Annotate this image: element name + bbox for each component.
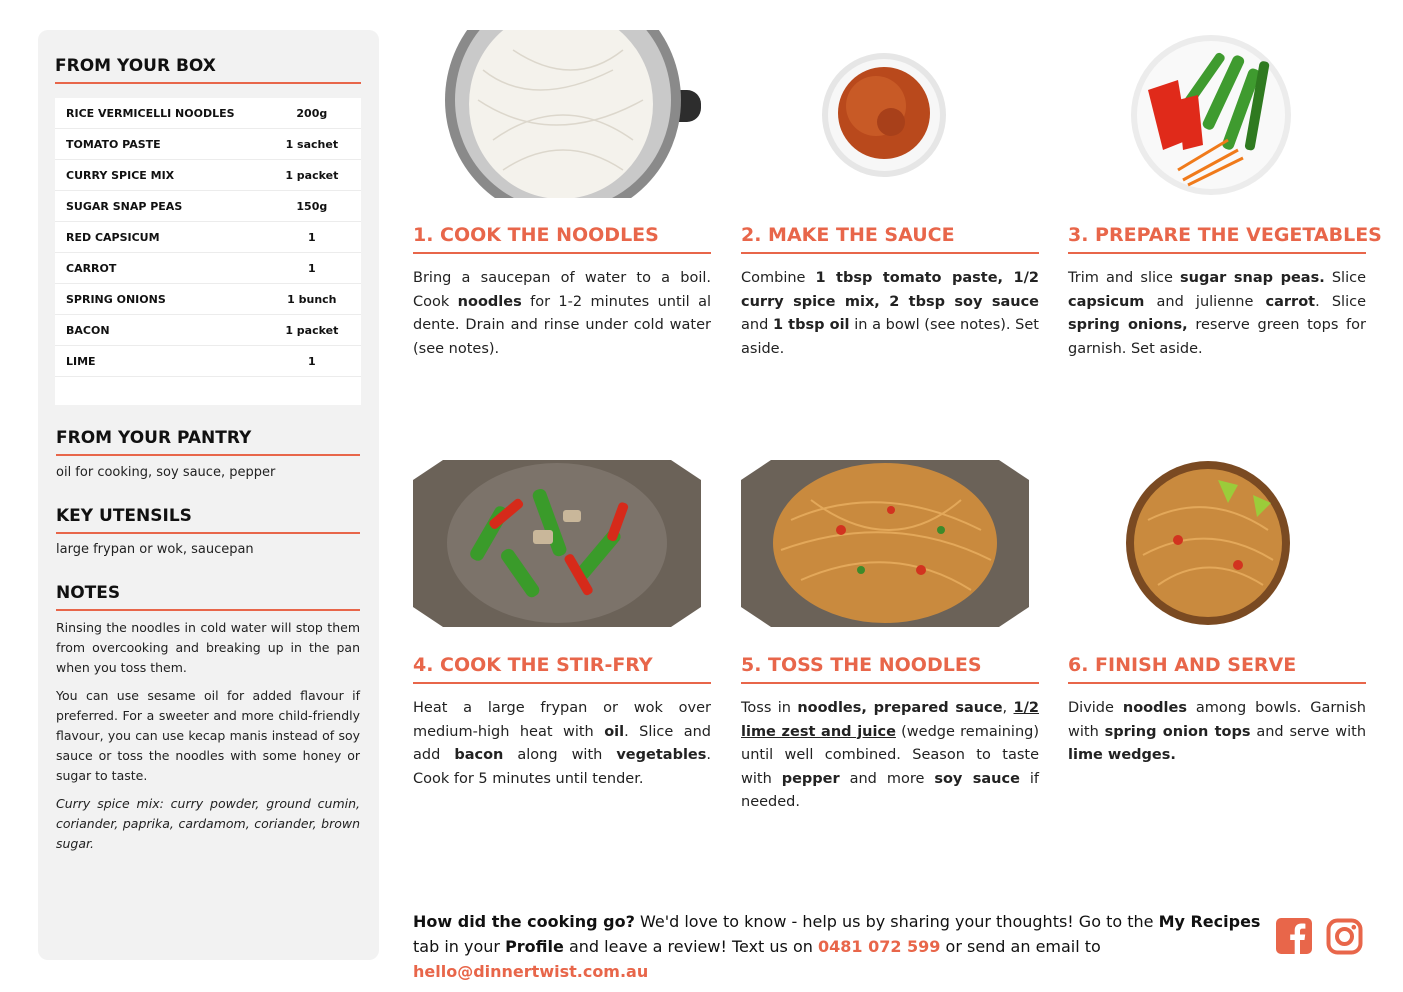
ingredient-qty: 1 packet xyxy=(285,168,339,182)
ingredient-name: SPRING ONIONS xyxy=(66,292,166,306)
step-text-run: for 1-2 minutes until al dente. Drain and rinse under cold water (see notes). xyxy=(413,293,711,357)
ingredient-name: TOMATO PASTE xyxy=(66,137,161,151)
step-emphasis: sugar snap peas. xyxy=(1180,270,1325,286)
ingredient-row xyxy=(55,315,361,346)
step-text-run: Heat a large frypan or wok over medium-high heat with xyxy=(413,700,711,740)
step-text-run: if needed. xyxy=(741,770,1039,810)
ingredient-qty: 1 sachet xyxy=(285,137,339,151)
step-2-title: 2. MAKE THE SAUCE xyxy=(741,224,1039,254)
notes-title: NOTES xyxy=(56,583,360,611)
step-1-photo xyxy=(413,30,701,198)
step-text-run: and more xyxy=(839,770,935,787)
footer-text: or send an email to xyxy=(940,937,1101,956)
ingredient-qty: 1 xyxy=(308,230,316,244)
note-paragraph: Rinsing the noodles in cold water will stop them from overcooking and breaking up in the pan when you toss them. xyxy=(56,620,360,675)
utensils-text: large frypan or wok, saucepan xyxy=(56,542,254,557)
step-emphasis: bacon xyxy=(454,747,504,763)
step-text-run: and serve with xyxy=(1250,723,1367,740)
facebook-icon[interactable] xyxy=(1276,918,1312,958)
footer-text: and leave a review! Text us on xyxy=(563,937,818,956)
note-paragraph: You can use sesame oil for added flavour if preferred. For a sweeter and more child-friendly flavour, you can use kecap manis instead of soy sauce or toss the noodles with some honey or sugar to taste. xyxy=(56,688,360,783)
step-text-run: (wedge remaining) until well combined. Season to taste with xyxy=(741,723,1040,787)
step-2-photo xyxy=(741,30,1029,198)
step-emphasis: vegetables xyxy=(616,747,707,763)
step-text-run: among bowls. Garnish with xyxy=(1068,700,1366,740)
ingredient-row xyxy=(55,346,361,377)
step-text-run: Divide xyxy=(1068,700,1123,716)
step-emphasis: noodles, prepared sauce xyxy=(797,700,1003,716)
step-text-run: Toss in xyxy=(741,700,798,716)
email-link[interactable]: hello@dinnertwist.com.au xyxy=(413,962,649,981)
ingredient-name: RICE VERMICELLI NOODLES xyxy=(66,106,235,120)
ingredient-row xyxy=(55,129,361,160)
phone-link[interactable]: 0481 072 599 xyxy=(817,937,941,956)
step-emphasis: 1 tbsp oil xyxy=(772,317,850,333)
step-text-run: Bring a saucepan of water to a boil. Cook xyxy=(413,270,711,310)
step-emphasis: pepper xyxy=(781,770,840,787)
step-3-title: 3. PREPARE THE VEGETABLES xyxy=(1068,224,1366,254)
step-4-photo xyxy=(413,460,701,627)
box-title: FROM YOUR BOX xyxy=(55,56,361,84)
step-text-run: and julienne xyxy=(1144,293,1266,310)
ingredient-row xyxy=(55,98,361,129)
step-emphasis: 1/2 lime zest and juice xyxy=(741,700,1039,740)
step-text-run: in a bowl (see notes). Set aside. xyxy=(741,317,1039,357)
step-5-text xyxy=(741,697,1039,815)
footer-question: How did the cooking go? xyxy=(413,912,635,931)
ingredients-table xyxy=(55,98,361,405)
feedback-footer xyxy=(413,909,1263,984)
footer-profile: Profile xyxy=(505,937,564,956)
ingredient-name: CURRY SPICE MIX xyxy=(66,168,175,182)
footer-text: We'd love to know - help us by sharing your thoughts! Go to the xyxy=(634,912,1159,931)
step-text-run: and xyxy=(741,317,773,333)
note-paragraph: Curry spice mix: curry powder, ground cumin, coriander, paprika, cardamom, coriander, brown sugar. xyxy=(56,796,360,851)
sidebar xyxy=(38,30,379,960)
step-emphasis: soy sauce xyxy=(934,770,1020,787)
ingredient-name: LIME xyxy=(66,354,96,368)
footer-my-recipes: My Recipes xyxy=(1158,912,1261,931)
ingredient-row xyxy=(55,160,361,191)
step-text-run: Combine xyxy=(741,270,816,286)
ingredient-qty: 1 xyxy=(308,261,316,275)
notes-body xyxy=(56,618,360,862)
ingredient-row xyxy=(55,222,361,253)
ingredient-name: CARROT xyxy=(66,261,117,275)
step-text-run: . Cook for 5 minutes until tender. xyxy=(413,747,711,787)
step-emphasis: noodles xyxy=(1122,700,1187,716)
step-4-title: 4. COOK THE STIR-FRY xyxy=(413,654,711,684)
ingredient-qty: 150g xyxy=(296,199,328,213)
step-emphasis: lime wedges. xyxy=(1068,747,1176,763)
step-1-text xyxy=(413,267,711,361)
ingredient-name: SUGAR SNAP PEAS xyxy=(66,199,183,213)
ingredient-qty: 1 xyxy=(308,354,316,368)
step-6-photo xyxy=(1068,460,1366,627)
step-2-text xyxy=(741,267,1039,361)
ingredient-qty: 1 packet xyxy=(285,323,339,337)
step-text-run: . Slice xyxy=(1315,293,1366,310)
ingredient-row xyxy=(55,191,361,222)
pantry-text: oil for cooking, soy sauce, pepper xyxy=(56,465,276,480)
pantry-title: FROM YOUR PANTRY xyxy=(56,428,360,456)
step-5-title: 5. TOSS THE NOODLES xyxy=(741,654,1039,684)
ingredient-name: BACON xyxy=(66,323,110,337)
step-text-run: . Slice and add xyxy=(413,723,711,763)
step-5-photo xyxy=(741,460,1029,627)
step-6-text xyxy=(1068,697,1366,768)
step-emphasis: 1 tbsp tomato paste, 1/2 curry spice mix, 2 tbsp soy sauce xyxy=(741,270,1039,310)
step-emphasis: carrot xyxy=(1265,293,1316,310)
utensils-title: KEY UTENSILS xyxy=(56,506,360,534)
ingredient-qty: 200g xyxy=(296,106,328,120)
step-text-run: Trim and slice xyxy=(1068,270,1181,286)
step-3-text xyxy=(1068,267,1366,361)
step-4-text xyxy=(413,697,711,791)
step-emphasis: spring onions, xyxy=(1068,317,1188,333)
step-emphasis: noodles xyxy=(457,293,522,310)
step-emphasis: oil xyxy=(604,723,625,740)
step-text-run: , xyxy=(1002,700,1014,716)
step-text-run: along with xyxy=(503,747,617,763)
ingredient-qty: 1 bunch xyxy=(287,292,337,306)
footer-text: tab in your xyxy=(413,937,506,956)
step-1-title: 1. COOK THE NOODLES xyxy=(413,224,711,254)
step-text-run: Slice xyxy=(1324,270,1366,286)
instagram-icon[interactable] xyxy=(1326,918,1363,959)
ingredient-name: RED CAPSICUM xyxy=(66,230,160,244)
ingredient-row xyxy=(55,284,361,315)
step-3-photo xyxy=(1068,30,1366,198)
step-emphasis: spring onion tops xyxy=(1104,723,1251,740)
step-text-run: reserve green tops for garnish. Set aside. xyxy=(1068,317,1366,357)
ingredient-row xyxy=(55,253,361,284)
step-emphasis: capsicum xyxy=(1068,293,1145,310)
step-6-title: 6. FINISH AND SERVE xyxy=(1068,654,1366,684)
